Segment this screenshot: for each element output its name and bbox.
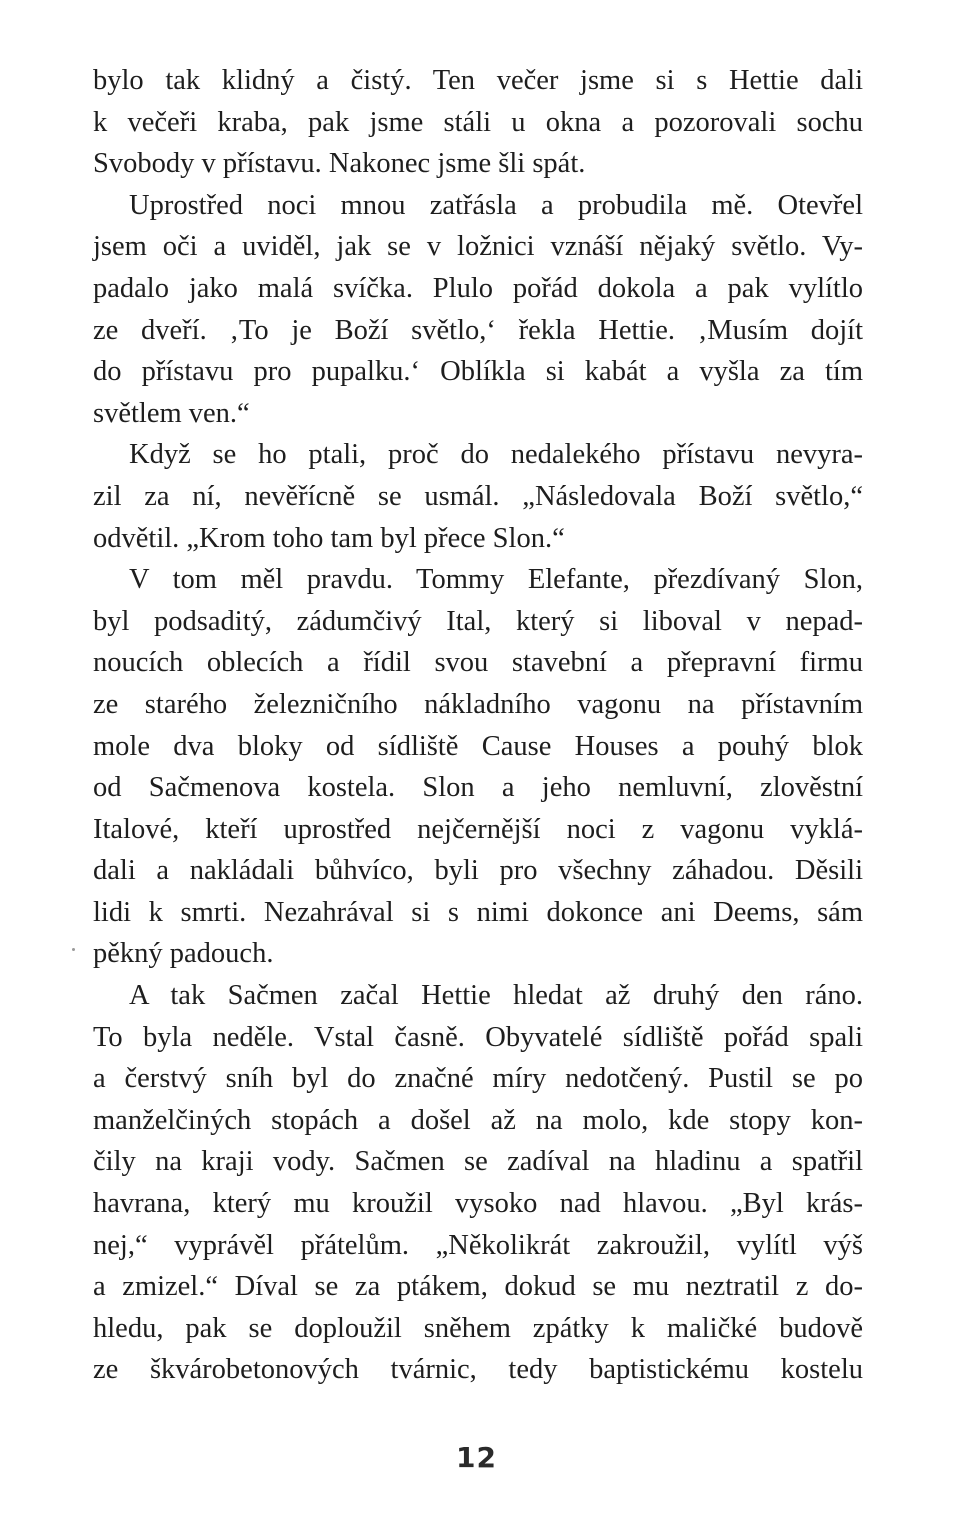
text-line: Italové, kteří uprostřed nejčernější noci z vagonu vyklá- xyxy=(93,813,863,845)
text-line: světlem ven.“ xyxy=(93,397,250,429)
body-text xyxy=(93,60,863,1391)
text-line: jsem oči a uviděl, jak se v ložnici vznáší nějaký světlo. Vy- xyxy=(93,231,863,263)
scan-speck xyxy=(72,948,75,951)
text-line: mole dva bloky od sídliště Cause Houses a pouhý blok xyxy=(93,730,863,762)
text-line: ze starého železničního nákladního vagonu na přístavním xyxy=(93,688,863,720)
text-line: Uprostřed noci mnou zatřásla a probudila mě. Otevřel xyxy=(129,189,863,221)
text-line: od Sačmenova kostela. Slon a jeho nemluvní, zlověstní xyxy=(93,772,863,804)
text-line: a čerstvý sníh byl do značné míry nedotčený. Pustil se po xyxy=(93,1063,863,1095)
text-line: nej,“ vyprávěl přátelům. „Několikrát zakroužil, vylítl výš xyxy=(93,1229,863,1261)
text-line: A tak Sačmen začal Hettie hledat až druhý den ráno. xyxy=(129,980,863,1012)
text-line: čily na kraji vody. Sačmen se zadíval na hladinu a spatřil xyxy=(93,1146,863,1178)
text-line: padalo jako malá svíčka. Plulo pořád dokola a pak vylítlo xyxy=(93,272,863,304)
text-line: noucích oblecích a řídil svou stavební a přepravní firmu xyxy=(93,647,863,679)
text-line: Svobody v přístavu. Nakonec jsme šli spát. xyxy=(93,148,586,180)
text-line: bylo tak klidný a čistý. Ten večer jsme si s Hettie dali xyxy=(93,65,863,96)
text-line: zil za ní, nevěřícně se usmál. „Následovala Boží světlo,“ xyxy=(93,480,863,512)
text-line: ze dveří. ‚To je Boží světlo,‘ řekla Hettie. ‚Musím dojít xyxy=(93,314,863,346)
text-line: do přístavu pro pupalku.‘ Oblíkla si kabát a vyšla za tím xyxy=(93,356,863,388)
text-line: hledu, pak se doploužil sněhem zpátky k maličké budově xyxy=(93,1312,863,1344)
text-line: lidi k smrti. Nezahrával si s nimi dokonce ani Deems, sám xyxy=(93,896,863,928)
text-line: To byla neděle. Vstal časně. Obyvatelé sídliště pořád spali xyxy=(93,1021,863,1053)
text-line: manželčiných stopách a došel až na molo, kde stopy kon- xyxy=(93,1104,863,1136)
text-line: pěkný padouch. xyxy=(93,938,274,970)
text-line: dali a nakládali bůhvíco, byli pro všechny záhadou. Děsili xyxy=(93,855,863,887)
text-line: a zmizel.“ Díval se za ptákem, dokud se mu neztratil z do- xyxy=(93,1271,863,1303)
text-line: byl podsaditý, zádumčivý Ital, který si liboval v nepad- xyxy=(93,605,863,637)
page-number: 12 xyxy=(456,1441,497,1474)
text-line: havrana, který mu kroužil vysoko nad hlavou. „Byl krás- xyxy=(93,1188,863,1220)
text-line: odvětil. „Krom toho tam byl přece Slon.“ xyxy=(93,522,565,554)
text-line: V tom měl pravdu. Tommy Elefante, přezdívaný Slon, xyxy=(129,564,863,596)
text-line: Když se ho ptali, proč do nedalekého přístavu nevyra- xyxy=(129,439,863,471)
text-line: k večeři kraba, pak jsme stáli u okna a pozorovali sochu xyxy=(93,106,863,138)
text-line: ze škvárobetonových tvárnic, tedy baptistickému kostelu xyxy=(93,1354,863,1386)
